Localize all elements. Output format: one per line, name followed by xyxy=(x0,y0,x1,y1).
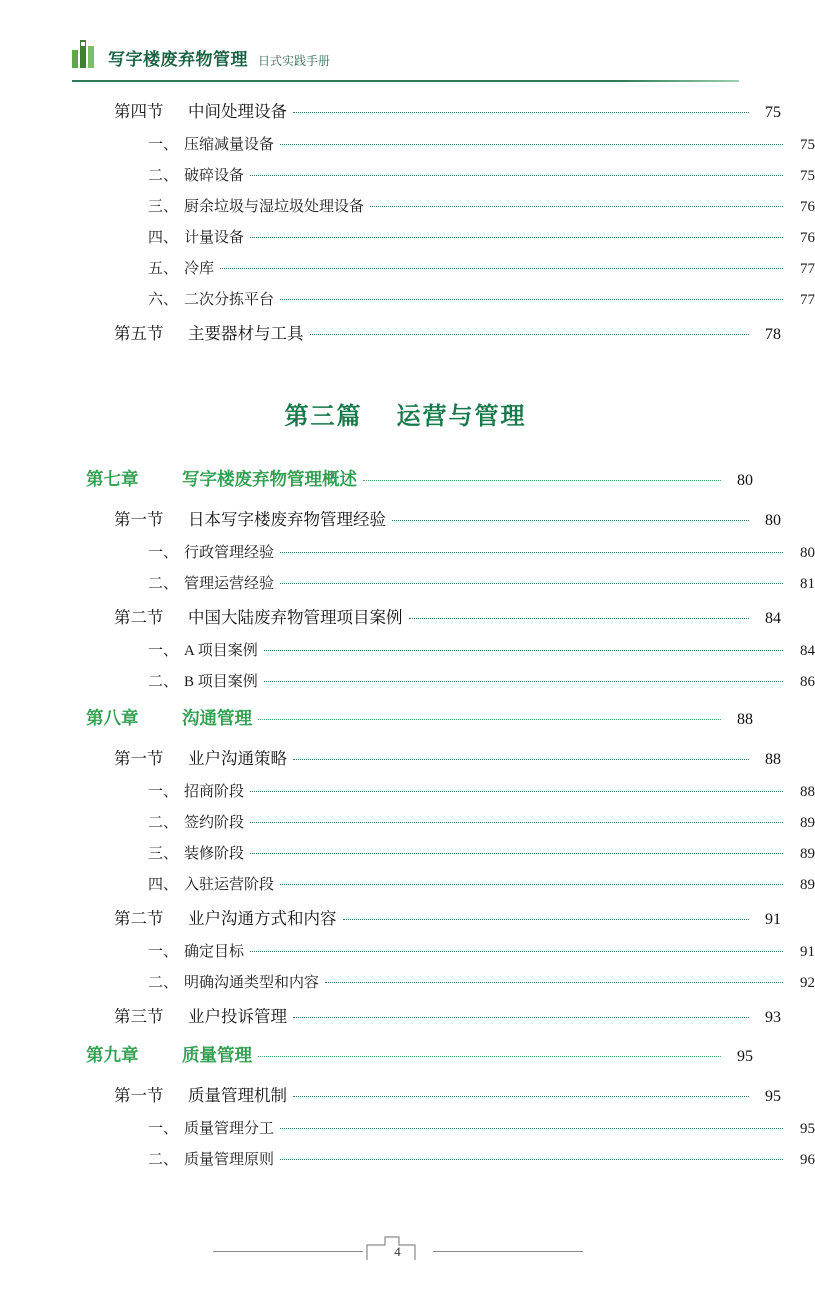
toc-entry-section[interactable] xyxy=(72,1076,781,1112)
toc-entry-item[interactable] xyxy=(72,190,815,221)
page-header xyxy=(72,38,739,78)
toc-entry-page: 93 xyxy=(765,1009,781,1026)
toc-entry-page: 76 xyxy=(800,199,815,215)
toc-entry-number: 一、 xyxy=(148,137,179,153)
toc-entry-number: 第五节 xyxy=(114,324,164,343)
toc-entry-page: 80 xyxy=(800,545,815,561)
toc-entry-number: 第三节 xyxy=(114,1007,164,1026)
toc-entry-label: 质量管理 xyxy=(182,1045,252,1065)
toc-entry-label: 管理运营经验 xyxy=(184,576,275,592)
toc-entry-number: 第四节 xyxy=(114,102,164,121)
toc-entry-number: 第二节 xyxy=(114,909,164,928)
toc-entry-number: 一、 xyxy=(148,784,179,800)
toc-entry-section[interactable] xyxy=(72,500,781,536)
toc-entry-page: 88 xyxy=(737,711,753,728)
toc-entry-page: 84 xyxy=(765,610,781,627)
toc-entry-section[interactable] xyxy=(72,314,781,350)
toc-entry-item[interactable] xyxy=(72,837,815,868)
toc-entry-number: 二、 xyxy=(148,576,179,592)
toc-entry-page: 80 xyxy=(765,512,781,529)
leader-dots xyxy=(264,680,783,682)
toc-entry-page: 95 xyxy=(737,1048,753,1065)
leader-dots xyxy=(409,617,750,619)
toc-entry-item[interactable] xyxy=(72,128,815,159)
toc-entry-label: 签约阶段 xyxy=(184,815,245,831)
toc-entry-page: 95 xyxy=(765,1088,781,1105)
leader-dots xyxy=(250,790,783,792)
leader-dots xyxy=(392,519,749,521)
toc-entry-item[interactable] xyxy=(72,634,815,665)
toc-entry-item[interactable] xyxy=(72,536,815,567)
leader-dots xyxy=(293,111,749,113)
table-of-contents xyxy=(72,92,815,1174)
toc-entry-number: 第八章 xyxy=(86,708,139,728)
toc-entry-number: 二、 xyxy=(148,1152,179,1168)
toc-entry-number: 四、 xyxy=(148,877,179,893)
toc-entry-chapter[interactable] xyxy=(72,1033,753,1076)
toc-entry-page: 92 xyxy=(800,975,815,991)
leader-dots xyxy=(280,582,783,584)
toc-entry-label: 业户沟通方式和内容 xyxy=(188,909,337,928)
leader-dots xyxy=(343,918,750,920)
toc-entry-page: 88 xyxy=(800,784,815,800)
toc-entry-number: 一、 xyxy=(148,944,179,960)
toc-entry-number: 四、 xyxy=(148,230,179,246)
toc-entry-item[interactable] xyxy=(72,159,815,190)
toc-entry-number: 二、 xyxy=(148,168,179,184)
leader-dots xyxy=(280,883,783,885)
toc-entry-label: 中间处理设备 xyxy=(188,102,287,121)
toc-entry-item[interactable] xyxy=(72,1143,815,1174)
toc-entry-page: 75 xyxy=(800,137,815,153)
toc-entry-item[interactable] xyxy=(72,1112,815,1143)
header-subtitle: 日式实践手册 xyxy=(258,54,331,68)
toc-entry-page: 78 xyxy=(765,326,781,343)
toc-entry-page: 95 xyxy=(800,1121,815,1137)
toc-entry-number: 二、 xyxy=(148,815,179,831)
toc-entry-page: 89 xyxy=(800,815,815,831)
leader-dots xyxy=(258,1055,721,1057)
toc-entry-item[interactable] xyxy=(72,221,815,252)
toc-entry-label: 业户投诉管理 xyxy=(188,1007,287,1026)
toc-entry-label: 中国大陆废弃物管理项目案例 xyxy=(188,608,403,627)
toc-entry-page: 75 xyxy=(765,104,781,121)
toc-entry-item[interactable] xyxy=(72,252,815,283)
leader-dots xyxy=(280,551,783,553)
toc-entry-label: 确定目标 xyxy=(184,944,245,960)
part-name: 运营与管理 xyxy=(396,404,527,430)
toc-entry-item[interactable] xyxy=(72,775,815,806)
part-number: 第三篇 xyxy=(284,404,363,430)
toc-entry-item[interactable] xyxy=(72,868,815,899)
toc-entry-label: 计量设备 xyxy=(184,230,245,246)
toc-entry-number: 二、 xyxy=(148,975,179,991)
part-title xyxy=(72,396,739,431)
toc-entry-number: 三、 xyxy=(148,846,179,862)
leader-dots xyxy=(250,950,783,952)
toc-entry-item[interactable] xyxy=(72,567,815,598)
toc-entry-page: 76 xyxy=(800,230,815,246)
toc-entry-number: 第一节 xyxy=(114,1086,164,1105)
toc-entry-section[interactable] xyxy=(72,899,781,935)
leader-dots xyxy=(280,1127,783,1129)
toc-entry-label: 厨余垃圾与湿垃圾处理设备 xyxy=(184,199,365,215)
leader-dots xyxy=(264,649,783,651)
toc-entry-label: 行政管理经验 xyxy=(184,545,275,561)
toc-entry-label: 沟通管理 xyxy=(182,708,252,728)
toc-group-two xyxy=(72,457,815,1174)
toc-entry-page: 89 xyxy=(800,877,815,893)
toc-entry-number: 第九章 xyxy=(86,1045,139,1065)
leader-dots xyxy=(310,333,750,335)
toc-entry-page: 89 xyxy=(800,846,815,862)
toc-entry-chapter[interactable] xyxy=(72,696,753,739)
footer-divider-left xyxy=(213,1251,363,1252)
toc-entry-label: 明确沟通类型和内容 xyxy=(184,975,320,991)
toc-entry-number: 二、 xyxy=(148,674,179,690)
toc-entry-label: 质量管理机制 xyxy=(188,1086,287,1105)
toc-entry-label: 压缩减量设备 xyxy=(184,137,275,153)
toc-entry-page: 86 xyxy=(800,674,815,690)
toc-entry-label: 破碎设备 xyxy=(184,168,245,184)
leader-dots xyxy=(250,852,783,854)
page-footer xyxy=(0,1231,795,1261)
leader-dots xyxy=(370,205,783,207)
toc-entry-label: 日本写字楼废弃物管理经验 xyxy=(188,510,386,529)
toc-entry-page: 91 xyxy=(765,911,781,928)
leader-dots xyxy=(280,298,783,300)
toc-entry-label: 质量管理分工 xyxy=(184,1121,275,1137)
toc-entry-item[interactable] xyxy=(72,966,815,997)
toc-entry-item[interactable] xyxy=(72,806,815,837)
header-title: 写字楼废弃物管理 xyxy=(108,50,248,69)
toc-entry-number: 第七章 xyxy=(86,469,139,489)
toc-entry-page: 75 xyxy=(800,168,815,184)
toc-entry-label: 主要器材与工具 xyxy=(188,324,304,343)
leader-dots xyxy=(293,1016,749,1018)
toc-entry-label: B 项目案例 xyxy=(184,674,258,690)
toc-entry-section[interactable] xyxy=(72,598,781,634)
toc-entry-label: 装修阶段 xyxy=(184,846,245,862)
toc-entry-page: 80 xyxy=(737,472,753,489)
toc-entry-number: 六、 xyxy=(148,292,179,308)
toc-entry-label: 写字楼废弃物管理概述 xyxy=(182,469,357,489)
toc-entry-label: 招商阶段 xyxy=(184,784,245,800)
leader-dots xyxy=(293,758,749,760)
toc-entry-page: 77 xyxy=(800,261,815,277)
toc-entry-section[interactable] xyxy=(72,739,781,775)
toc-entry-section[interactable] xyxy=(72,997,781,1033)
toc-entry-number: 五、 xyxy=(148,261,179,277)
toc-entry-item[interactable] xyxy=(72,283,815,314)
leader-dots xyxy=(250,174,783,176)
toc-entry-page: 88 xyxy=(765,751,781,768)
header-divider xyxy=(72,80,739,82)
toc-entry-number: 一、 xyxy=(148,1121,179,1137)
leader-dots xyxy=(258,718,721,720)
building-logo-icon xyxy=(72,38,98,68)
toc-entry-label: 质量管理原则 xyxy=(184,1152,275,1168)
leader-dots xyxy=(363,479,721,481)
leader-dots xyxy=(220,267,783,269)
leader-dots xyxy=(280,1158,783,1160)
page-badge-icon xyxy=(365,1231,431,1261)
toc-entry-page: 84 xyxy=(800,643,815,659)
toc-entry-page: 96 xyxy=(800,1152,815,1168)
toc-entry-section[interactable] xyxy=(72,92,781,128)
leader-dots xyxy=(250,821,783,823)
toc-entry-label: 冷库 xyxy=(184,261,215,277)
toc-entry-chapter[interactable] xyxy=(72,457,753,500)
toc-entry-page: 81 xyxy=(800,576,815,592)
toc-entry-page: 77 xyxy=(800,292,815,308)
toc-entry-number: 第一节 xyxy=(114,749,164,768)
toc-entry-label: 业户沟通策略 xyxy=(188,749,287,768)
toc-entry-item[interactable] xyxy=(72,665,815,696)
toc-entry-label: 二次分拣平台 xyxy=(184,292,275,308)
toc-entry-label: A 项目案例 xyxy=(184,643,258,659)
toc-entry-number: 三、 xyxy=(148,199,179,215)
leader-dots xyxy=(325,981,783,983)
toc-group-one xyxy=(72,92,815,350)
toc-entry-number: 第二节 xyxy=(114,608,164,627)
footer-divider-right xyxy=(433,1251,583,1252)
footer-page-number: 4 xyxy=(394,1244,401,1259)
leader-dots xyxy=(280,143,783,145)
toc-entry-page: 91 xyxy=(800,944,815,960)
toc-entry-item[interactable] xyxy=(72,935,815,966)
toc-entry-number: 一、 xyxy=(148,643,179,659)
leader-dots xyxy=(293,1095,749,1097)
toc-entry-number: 第一节 xyxy=(114,510,164,529)
leader-dots xyxy=(250,236,783,238)
toc-entry-label: 入驻运营阶段 xyxy=(184,877,275,893)
toc-entry-number: 一、 xyxy=(148,545,179,561)
